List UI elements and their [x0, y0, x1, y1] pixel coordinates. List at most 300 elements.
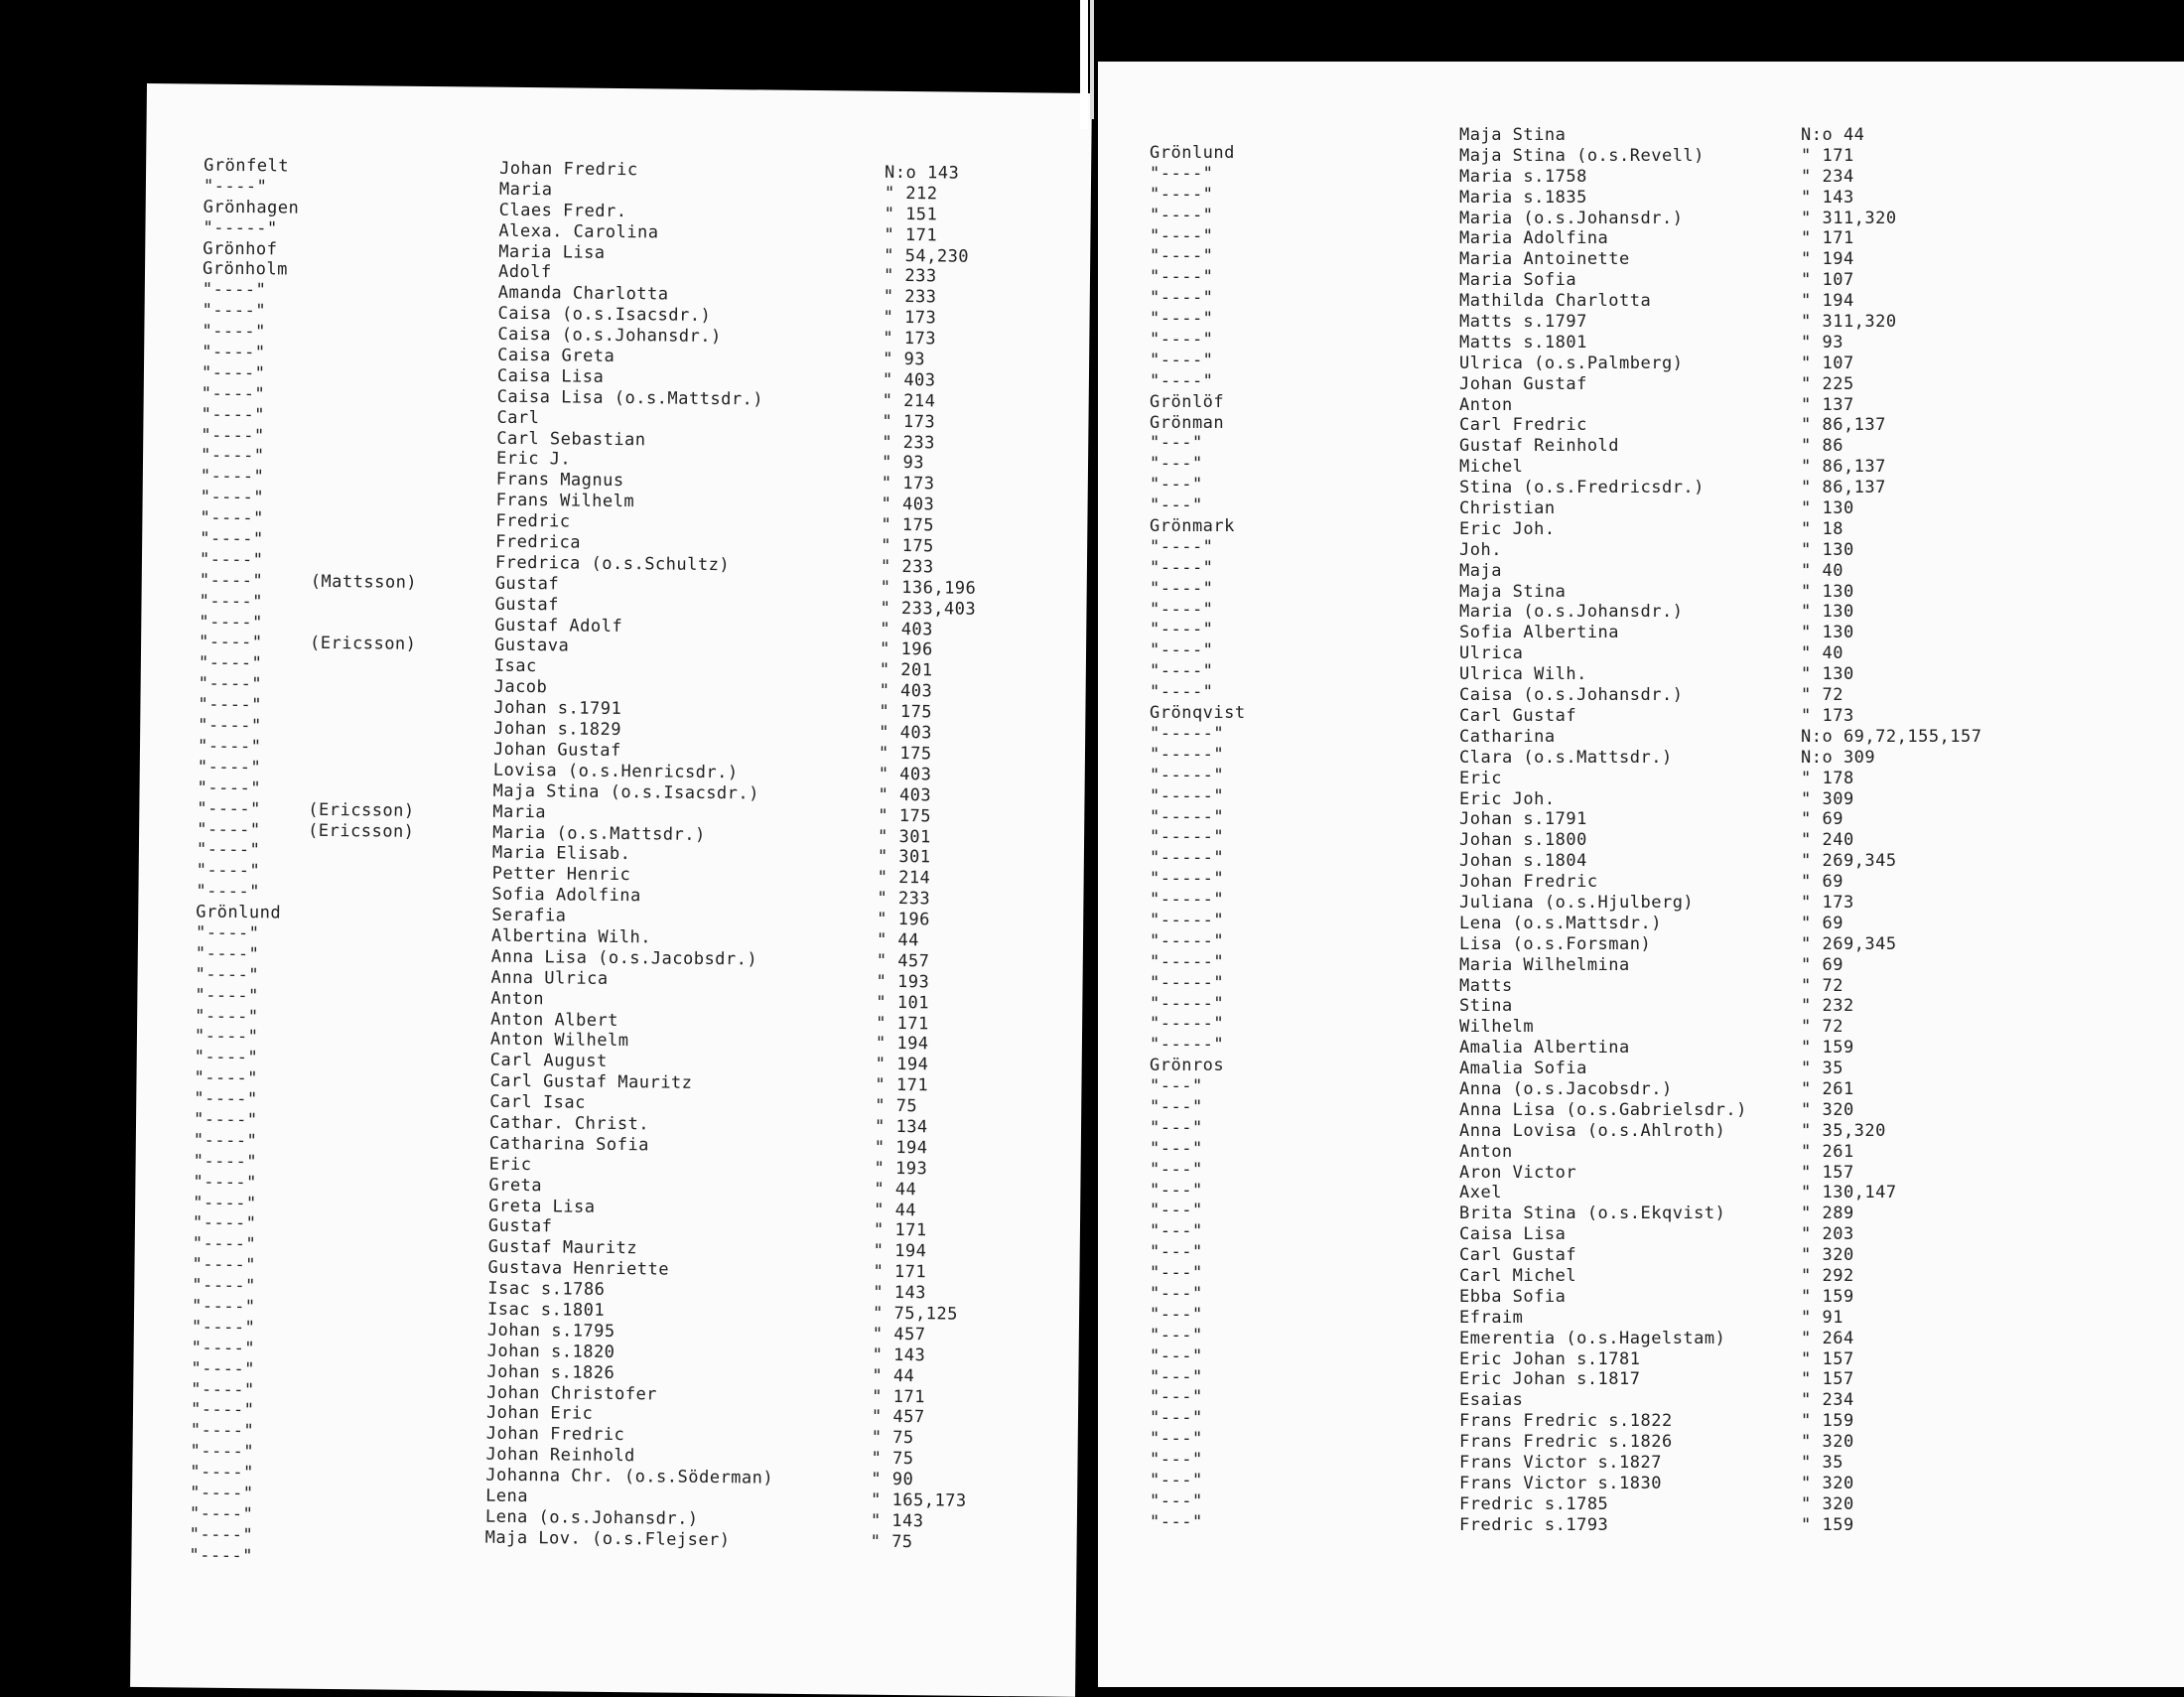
register-entry: " 86,137	[1801, 478, 1886, 498]
register-entry: " 90	[871, 1469, 914, 1490]
register-entry: "---"	[1150, 1117, 1203, 1138]
register-entry: " 143	[873, 1282, 927, 1304]
register-entry: "---"	[1150, 1076, 1203, 1097]
register-entry: " 143	[870, 1510, 924, 1532]
register-entry: "----"	[198, 694, 262, 716]
register-entry: Maja Stina	[1459, 581, 1567, 602]
register-entry: "----"	[193, 1193, 257, 1213]
register-entry: " 35,320	[1801, 1120, 1886, 1141]
register-entry: " 233	[882, 432, 936, 453]
register-entry	[304, 1173, 411, 1195]
register-entry: Carl	[496, 407, 540, 428]
register-entry: " 212	[884, 183, 938, 205]
register-entry	[314, 239, 421, 261]
register-entry: "----"	[194, 1067, 259, 1089]
register-entry: "----"	[197, 819, 261, 840]
register-entry: Anna Lovisa (o.s.Ahlroth)	[1459, 1120, 1726, 1141]
register-entry: " 137	[1801, 394, 1854, 415]
register-entry: "----"	[200, 446, 265, 467]
register-entry: "---"	[1150, 433, 1203, 454]
register-entry: "----"	[199, 633, 263, 653]
register-entry: Johan s.1820	[486, 1341, 615, 1362]
register-entry: "----"	[197, 736, 262, 758]
register-entry: " 130	[1801, 664, 1854, 685]
register-entry: "---"	[1150, 1221, 1203, 1242]
register-entry: " 234	[1801, 1390, 1854, 1411]
register-entry: " 101	[876, 992, 930, 1013]
register-entry: "----"	[190, 1399, 255, 1421]
register-entry: " 159	[1801, 1286, 1854, 1307]
register-entry: "----"	[195, 1006, 259, 1027]
register-entry: Gustaf	[487, 1216, 553, 1237]
register-entry: " 40	[1801, 560, 1843, 581]
register-entry	[310, 592, 417, 614]
register-entry: " 403	[878, 784, 932, 806]
register-entry: N:o 69,72,155,157	[1801, 726, 1982, 747]
register-entry	[308, 841, 415, 863]
register-entry: Sofia Albertina	[1459, 623, 1620, 643]
register-entry: "----"	[197, 778, 262, 798]
register-entry: Frans Victor s.1830	[1459, 1473, 1662, 1493]
register-entry: " 69	[1801, 954, 1843, 975]
register-entry: "----"	[192, 1212, 257, 1234]
register-entry: "----"	[192, 1233, 257, 1255]
register-entry	[306, 965, 413, 987]
register-entry: Caisa Greta	[497, 345, 615, 366]
register-entry: "----"	[201, 383, 266, 405]
register-entry: "-----"	[1150, 951, 1225, 972]
register-entry: Grönhof	[203, 238, 278, 259]
register-entry	[303, 1298, 410, 1320]
register-entry: Matts s.1801	[1459, 332, 1587, 353]
register-entry: "----"	[192, 1275, 256, 1297]
register-entry: Maria (o.s.Johansdr.)	[1459, 602, 1684, 623]
register-entry: " 72	[1801, 685, 1843, 706]
register-entry	[305, 1069, 412, 1091]
register-entry: Grönlöf	[1150, 391, 1225, 412]
register-entry: " 196	[879, 639, 933, 660]
register-entry: Serafia	[491, 905, 567, 926]
register-entry: "----"	[1150, 620, 1214, 640]
register-entry: Maja Lov. (o.s.Flejser)	[484, 1527, 731, 1551]
register-entry: " 289	[1801, 1203, 1854, 1224]
register-entry: Juliana (o.s.Hjulberg)	[1459, 892, 1695, 913]
register-entry: "----"	[189, 1503, 254, 1525]
register-entry: Lisa (o.s.Forsman)	[1459, 933, 1652, 954]
register-entry: " 269,345	[1801, 933, 1897, 954]
register-entry: "----"	[195, 922, 260, 944]
register-entry: "----"	[198, 715, 262, 737]
register-entry: Petter Henric	[491, 863, 631, 886]
register-entry: " 214	[877, 868, 931, 889]
register-entry: Ulrica Wilh.	[1459, 664, 1587, 685]
register-entry: Gustava	[493, 636, 570, 656]
register-entry: "---"	[1150, 1387, 1203, 1408]
register-entry: Maja Stina (o.s.Revell)	[1459, 145, 1705, 166]
register-entry: Mathilda Charlotta	[1459, 291, 1652, 312]
register-entry: " 457	[871, 1407, 925, 1428]
register-entry	[301, 1505, 408, 1527]
register-entry: Johan s.1791	[1459, 809, 1587, 830]
register-entry: " 240	[1801, 830, 1854, 851]
right-page	[1098, 62, 2184, 1687]
register-entry	[310, 613, 417, 635]
register-entry: " 261	[1801, 1141, 1854, 1162]
register-entry	[308, 778, 415, 800]
register-entry: " 93	[883, 349, 926, 370]
register-entry: "----"	[1150, 163, 1214, 184]
register-entry: Grönros	[1150, 1056, 1225, 1076]
register-entry: " 175	[881, 514, 935, 536]
register-entry: " 261	[1801, 1078, 1854, 1099]
register-entry: "-----"	[1150, 869, 1225, 890]
register-entry: "----"	[199, 570, 264, 592]
register-entry: "----"	[191, 1317, 256, 1339]
register-entry: "----"	[1150, 330, 1214, 351]
register-entry: " 151	[884, 204, 938, 225]
register-entry: Christian	[1459, 498, 1556, 519]
register-entry: " 130,147	[1801, 1183, 1897, 1203]
register-entry: "----"	[1150, 309, 1214, 330]
register-entry: " 173	[1801, 892, 1854, 913]
register-entry	[313, 344, 420, 365]
register-entry: Ulrica (o.s.Palmberg)	[1459, 353, 1684, 373]
register-entry: "----"	[200, 487, 265, 508]
register-entry: Grönfelt	[204, 155, 290, 177]
register-entry: " 107	[1801, 270, 1854, 291]
register-entry: " 136,196	[880, 577, 977, 599]
register-entry: Amalia Sofia	[1459, 1059, 1587, 1079]
register-entry: " 171	[872, 1386, 925, 1407]
register-entry: "---"	[1150, 1408, 1203, 1429]
register-entry	[310, 675, 417, 697]
register-entry: Maria	[498, 179, 553, 201]
register-entry: "---"	[1150, 1366, 1203, 1387]
register-entry	[303, 1339, 410, 1360]
register-entry	[301, 1525, 408, 1547]
page-gutter	[1080, 0, 1088, 129]
register-entry	[312, 426, 419, 448]
register-entry: " 214	[882, 390, 936, 412]
register-entry: "----"	[197, 757, 262, 778]
register-entry: "----"	[189, 1524, 254, 1545]
register-entry: Frans Wilhelm	[495, 490, 635, 512]
register-entry: Eric	[1459, 768, 1502, 788]
register-entry: " 86,137	[1801, 457, 1886, 478]
register-entry	[304, 1235, 411, 1257]
register-entry: Catharina	[1459, 726, 1556, 747]
register-entry: " 233	[883, 266, 937, 287]
register-entry: "-----"	[1150, 972, 1225, 993]
page-gutter-shadow	[1090, 0, 1094, 119]
register-entry: "-----"	[1150, 993, 1225, 1014]
register-entry	[303, 1277, 410, 1299]
left-given-name-column	[485, 159, 787, 1552]
register-entry: Maria Wilhelmina	[1459, 954, 1630, 975]
register-entry: "----"	[1150, 246, 1214, 267]
register-entry: " 194	[1801, 249, 1854, 270]
register-entry: "----"	[1150, 557, 1214, 578]
register-entry: "----"	[190, 1420, 255, 1442]
register-entry: "----"	[1150, 578, 1214, 599]
register-entry: (Mattsson)	[310, 571, 418, 593]
register-entry: Grönlund	[196, 902, 282, 923]
register-entry: Greta	[488, 1175, 543, 1196]
register-entry: "----"	[199, 549, 264, 571]
register-entry: " 171	[876, 1013, 929, 1034]
register-entry: Fredric s.1793	[1459, 1514, 1609, 1535]
register-entry: " 175	[881, 535, 934, 557]
register-entry: " 75	[871, 1448, 914, 1470]
register-entry: Caisa Lisa	[1459, 1224, 1567, 1245]
register-entry	[312, 468, 419, 490]
register-entry: "----"	[196, 881, 261, 903]
register-entry	[313, 323, 420, 345]
register-entry: Matts	[1459, 975, 1513, 996]
register-entry: " 40	[1801, 643, 1843, 664]
register-entry: Eric Johan s.1781	[1459, 1348, 1641, 1369]
register-entry: Johan s.1804	[1459, 851, 1587, 872]
register-entry: "----"	[1150, 184, 1214, 205]
register-entry: "---"	[1150, 475, 1203, 495]
register-entry: Stina	[1459, 996, 1513, 1017]
register-entry: Claes Fredr.	[498, 200, 627, 221]
register-entry: "----"	[193, 1109, 258, 1131]
register-entry: Caisa Lisa (o.s.Mattsdr.)	[496, 386, 764, 410]
register-entry: " 159	[1801, 1038, 1854, 1059]
register-entry: " 457	[872, 1324, 926, 1345]
register-entry: " 44	[876, 929, 920, 951]
register-entry: " 35	[1801, 1453, 1843, 1473]
register-entry: Amalia Albertina	[1459, 1038, 1630, 1059]
register-entry: N:o 143	[884, 162, 960, 184]
register-entry: "----"	[1150, 288, 1214, 309]
register-entry: " 75	[870, 1531, 913, 1552]
register-entry: " 201	[879, 660, 933, 681]
register-entry: " 171	[1801, 145, 1854, 166]
register-entry: " 143	[872, 1344, 926, 1366]
register-entry: Maria Lisa	[498, 241, 606, 263]
register-entry: "----"	[195, 964, 260, 985]
register-entry: Sofia Adolfina	[491, 884, 641, 907]
register-entry: Esaias	[1459, 1390, 1524, 1411]
register-entry: "----"	[203, 176, 268, 198]
register-entry: "----"	[1150, 640, 1214, 661]
register-entry: Anna Lisa (o.s.Gabrielsdr.)	[1459, 1099, 1747, 1120]
register-entry: Maria (o.s.Johansdr.)	[1459, 208, 1684, 228]
register-entry	[307, 945, 414, 967]
register-entry: "---"	[1150, 1471, 1203, 1490]
register-entry: "----"	[192, 1296, 256, 1318]
register-entry: "----"	[202, 321, 266, 343]
register-entry: Gustaf Mauritz	[487, 1236, 638, 1259]
register-entry: "----"	[195, 985, 259, 1006]
register-entry: " 143	[1801, 187, 1854, 208]
right-given-name-column	[1459, 125, 1747, 1536]
register-entry: Johan Reinhold	[485, 1444, 635, 1467]
register-entry: "---"	[1150, 1096, 1203, 1117]
register-entry: Maria	[492, 801, 547, 822]
register-entry: Frans Fredric s.1826	[1459, 1432, 1673, 1453]
register-entry: Matts s.1797	[1459, 312, 1587, 333]
register-entry: Johan s.1829	[493, 718, 622, 741]
register-entry: Gustaf Reinhold	[1459, 436, 1620, 457]
register-entry: Ebba Sofia	[1459, 1286, 1567, 1307]
register-entry: Albertina Wilh.	[490, 925, 652, 948]
register-entry: " 130	[1801, 602, 1854, 623]
register-entry: "----"	[191, 1379, 255, 1400]
register-entry: Maja	[1459, 560, 1502, 581]
register-entry: " 403	[879, 722, 932, 744]
register-entry: Isac s.1786	[487, 1278, 606, 1300]
register-entry	[303, 1319, 410, 1341]
register-entry: " 193	[874, 1158, 928, 1180]
register-entry	[301, 1464, 408, 1485]
register-entry: " 69	[1801, 872, 1843, 893]
register-entry: " 72	[1801, 1017, 1843, 1038]
register-entry: "----"	[193, 1130, 258, 1152]
register-entry: "----"	[191, 1338, 256, 1358]
register-entry	[313, 364, 420, 386]
register-entry: " 173	[882, 411, 936, 433]
register-entry: "---"	[1150, 1201, 1203, 1221]
register-entry: "-----"	[1150, 765, 1225, 785]
register-entry: Anton Albert	[490, 1009, 619, 1031]
register-entry: "----"	[1150, 599, 1214, 620]
register-entry: "----"	[1150, 661, 1214, 682]
register-entry: "----"	[196, 860, 261, 882]
register-entry: " 130	[1801, 498, 1854, 519]
register-entry: Johan Christofer	[486, 1382, 658, 1405]
register-entry: " 194	[1801, 291, 1854, 312]
register-entry: "----"	[189, 1545, 254, 1566]
register-entry: Lovisa (o.s.Henricsdr.)	[492, 760, 739, 783]
register-entry: "----"	[190, 1441, 255, 1463]
register-entry: " 157	[1801, 1162, 1854, 1183]
register-entry: N:o 309	[1801, 747, 1876, 768]
register-entry: "----"	[198, 673, 263, 695]
register-entry: "---"	[1150, 1450, 1203, 1471]
register-entry: Johan Gustaf	[492, 739, 621, 761]
register-entry	[315, 199, 422, 220]
register-entry: " 194	[875, 1034, 929, 1055]
register-entry: Grönlund	[1150, 143, 1235, 163]
register-entry: "----"	[194, 1047, 259, 1068]
register-entry: Michel	[1459, 457, 1524, 478]
register-entry: Eric J.	[495, 449, 572, 470]
register-entry: Maria Adolfina	[1459, 228, 1609, 249]
register-entry	[301, 1443, 408, 1465]
register-entry: "----"	[192, 1254, 257, 1276]
register-entry: "----"	[199, 591, 264, 612]
register-entry: Carl August	[489, 1050, 608, 1072]
register-entry	[309, 759, 416, 780]
register-entry: " 130	[1801, 581, 1854, 602]
register-entry: "----"	[193, 1151, 258, 1172]
left-page	[130, 83, 1092, 1697]
register-entry: Caisa (o.s.Johansdr.)	[497, 324, 722, 348]
register-entry: "----"	[194, 1026, 259, 1048]
register-entry: Carl Isac	[489, 1091, 587, 1113]
register-entry: " 173	[883, 308, 937, 329]
register-entry: Adolf	[497, 262, 552, 283]
register-entry: "----"	[202, 279, 267, 301]
register-entry: " 86,137	[1801, 415, 1886, 436]
register-entry	[311, 530, 418, 552]
register-entry: "---"	[1150, 495, 1203, 516]
register-entry: "----"	[1150, 370, 1214, 391]
register-entry: " 320	[1801, 1432, 1854, 1453]
register-entry: "-----"	[1150, 930, 1225, 951]
register-entry: " 54,230	[884, 245, 970, 267]
register-entry	[315, 157, 422, 179]
register-entry: Maria Elisab.	[491, 843, 631, 865]
register-entry: Efraim	[1459, 1307, 1524, 1328]
register-entry	[310, 654, 417, 676]
register-entry: "----"	[1150, 536, 1214, 557]
register-entry: Caisa (o.s.Johansdr.)	[1459, 685, 1684, 706]
register-entry: " 320	[1801, 1245, 1854, 1266]
register-entry	[308, 862, 415, 884]
register-entry: "---"	[1150, 1490, 1203, 1511]
register-entry	[314, 281, 421, 303]
register-entry: " 320	[1801, 1473, 1854, 1493]
register-entry: " 93	[881, 453, 925, 474]
register-entry: " 311,320	[1801, 312, 1897, 333]
register-entry: "----"	[199, 612, 263, 633]
register-entry: " 193	[876, 971, 930, 993]
register-entry: Anna Ulrica	[490, 967, 609, 989]
register-entry: " 159	[1801, 1411, 1854, 1432]
register-entry: "-----"	[1150, 827, 1225, 848]
register-entry: "----"	[190, 1462, 254, 1484]
register-entry: Maria Antoinette	[1459, 249, 1630, 270]
register-entry: " 134	[874, 1116, 928, 1138]
register-entry: Catharina Sofia	[488, 1133, 649, 1156]
register-entry: Anton Wilhelm	[489, 1030, 629, 1052]
register-entry: Eric Johan s.1817	[1459, 1369, 1641, 1390]
register-entry: "----"	[1150, 267, 1214, 288]
register-entry	[307, 904, 414, 925]
register-entry: Johan Fredric	[1459, 872, 1598, 893]
register-entry: Anna (o.s.Jacobsdr.)	[1459, 1078, 1673, 1099]
register-entry	[303, 1256, 410, 1278]
register-entry: Frans Magnus	[495, 470, 624, 492]
register-entry: "----"	[191, 1358, 255, 1379]
register-entry: " 233	[877, 888, 931, 910]
register-entry: Johan s.1800	[1459, 830, 1587, 851]
register-entry	[314, 260, 421, 282]
register-entry: Carl Gustaf	[1459, 705, 1577, 726]
register-entry: " 159	[1801, 1514, 1854, 1535]
register-entry: Grönmark	[1150, 516, 1235, 537]
register-entry: Anton	[1459, 1141, 1513, 1162]
register-entry: "---"	[1150, 1180, 1203, 1201]
register-entry: " 72	[1801, 975, 1843, 996]
register-entry	[304, 1194, 411, 1215]
register-entry: "----"	[197, 798, 261, 819]
register-entry: Aron Victor	[1459, 1162, 1577, 1183]
register-entry: " 44	[872, 1365, 915, 1386]
register-entry: "----"	[202, 342, 266, 363]
right-surname-column	[1150, 143, 1246, 1533]
register-entry: " 75,125	[872, 1303, 959, 1325]
register-entry: " 173	[883, 328, 937, 350]
register-entry: Axel	[1459, 1183, 1502, 1203]
register-entry: Carl Gustaf	[1459, 1245, 1577, 1266]
register-entry: Maja Stina	[1459, 125, 1567, 145]
register-entry: Maria s.1758	[1459, 166, 1587, 187]
